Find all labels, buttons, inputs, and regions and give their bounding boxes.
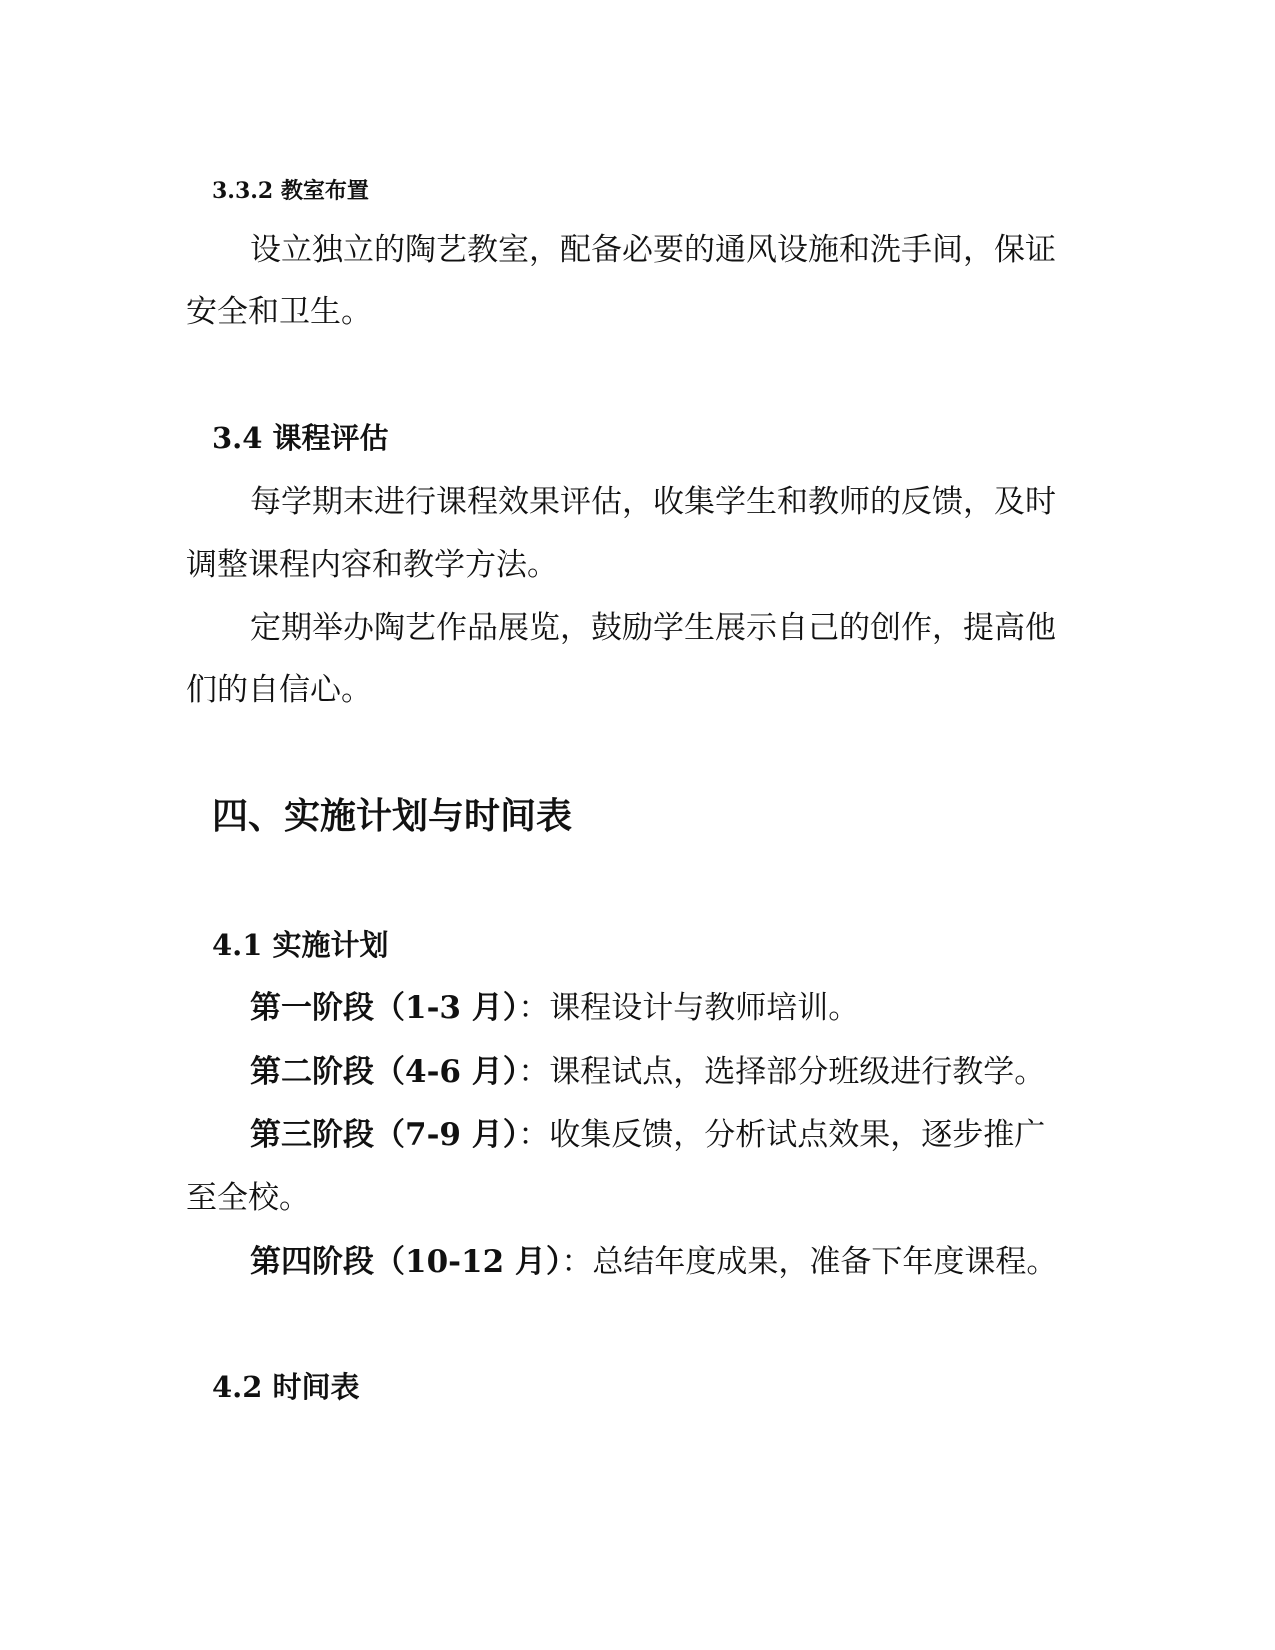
paragraph-line: 设立独立的陶艺教室，配备必要的通风设施和洗手间，保证	[250, 232, 1056, 268]
phase-item-4	[250, 1240, 1057, 1284]
phase-item-3	[250, 1113, 1045, 1157]
paragraph-line: 至全校。	[186, 1180, 310, 1216]
phase-label: 第四阶段（10-12 月）	[250, 1244, 562, 1280]
paragraph-line: 们的自信心。	[186, 672, 372, 708]
phase-item-2	[250, 1050, 1045, 1094]
paragraph-line: 安全和卫生。	[186, 294, 372, 330]
paragraph-line: 调整课程内容和教学方法。	[186, 547, 558, 583]
phase-label: 第三阶段（7-9 月）	[250, 1117, 519, 1153]
chapter-heading-4: 四、实施计划与时间表	[212, 795, 573, 837]
phase-description: ：课程试点，选择部分班级进行教学。	[518, 1054, 1046, 1090]
section-heading-3-3-2: 3.3.2 教室布置	[212, 178, 369, 204]
paragraph-line: 每学期末进行课程效果评估，收集学生和教师的反馈，及时	[250, 484, 1056, 520]
phase-item-1	[250, 986, 859, 1030]
paragraph-line: 定期举办陶艺作品展览，鼓励学生展示自己的创作，提高他	[250, 610, 1056, 646]
phase-description: ：收集反馈，分析试点效果，逐步推广	[518, 1117, 1046, 1153]
phase-description: ：课程设计与教师培训。	[518, 990, 860, 1026]
section-heading-3-4: 3.4 课程评估	[212, 421, 389, 455]
phase-label: 第一阶段（1-3 月）	[250, 990, 519, 1026]
phase-description: ：总结年度成果，准备下年度课程。	[561, 1244, 1058, 1280]
phase-label: 第二阶段（4-6 月）	[250, 1054, 519, 1090]
section-heading-4-1: 4.1 实施计划	[212, 928, 389, 962]
section-heading-4-2: 4.2 时间表	[212, 1370, 360, 1404]
